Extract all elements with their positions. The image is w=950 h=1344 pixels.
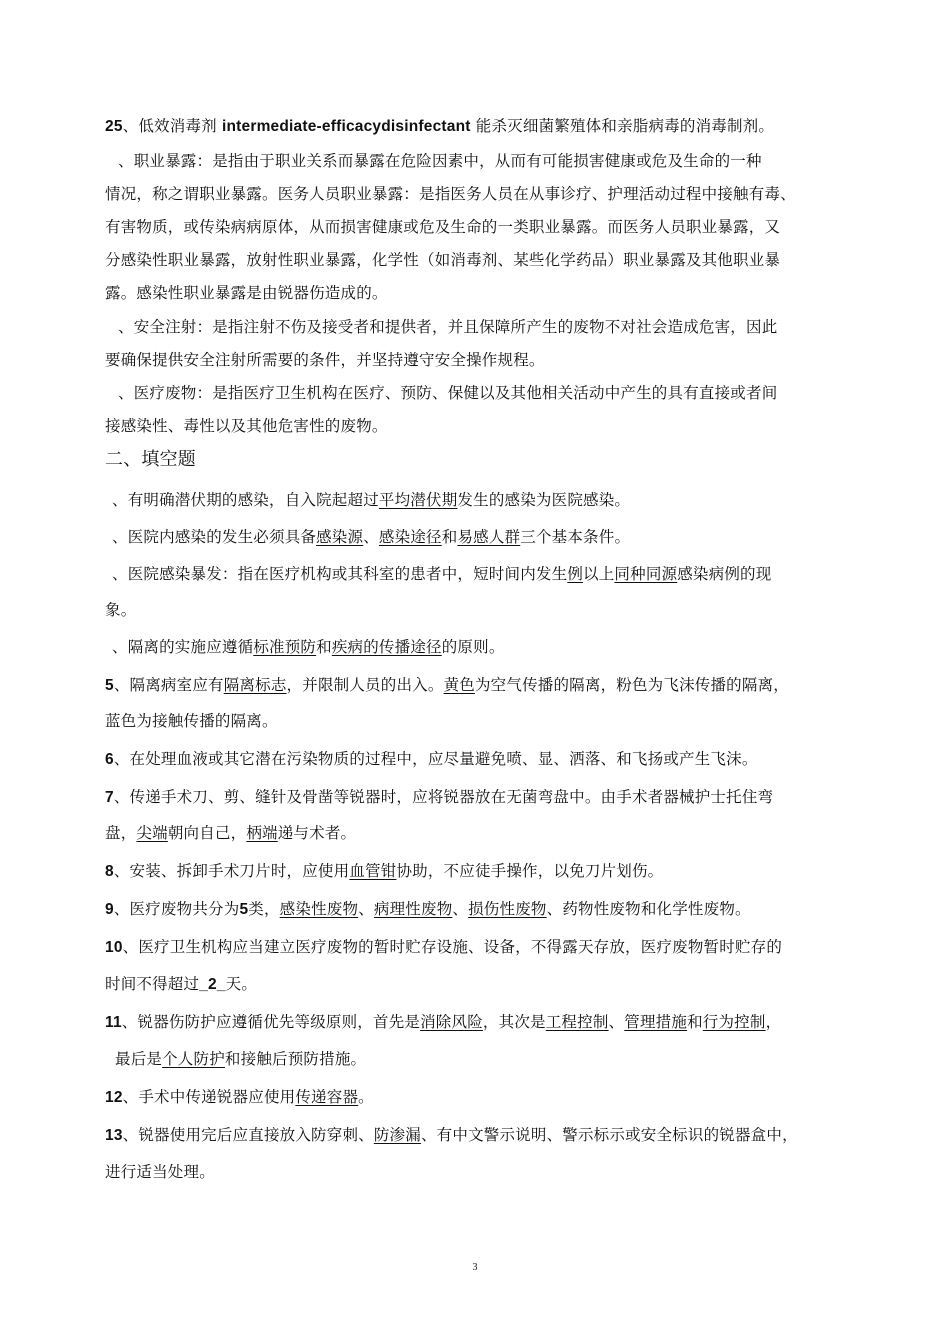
text-line: [105, 937, 782, 958]
bold-text: 5: [105, 677, 114, 694]
text-line: [112, 527, 630, 547]
text-line: [105, 1162, 215, 1182]
bold-text: 8: [105, 863, 114, 880]
text-line: [105, 416, 388, 436]
text-run: 类，: [248, 900, 280, 918]
text-run: 、手术中传递锐器应使用: [122, 1088, 296, 1106]
text-line: [118, 317, 777, 337]
text-run: 、安装、拆卸手术刀片时，应使用: [113, 862, 350, 880]
text-line: [105, 899, 751, 920]
text-line: [105, 116, 774, 137]
text-run: 、有明确潜伏期的感染，自入院起超过: [112, 491, 379, 509]
text-run: 发生的感染为医院感染。: [457, 491, 631, 509]
text-run: 、职业暴露：是指由于职业关系而暴露在危险因素中，从而有可能损害健康或危及生命的一种: [118, 152, 762, 170]
text-line: [105, 823, 356, 843]
text-run: 进行适当处理。: [105, 1163, 215, 1181]
text-line: [105, 711, 278, 731]
text-run: 三个基本条件。: [520, 528, 631, 546]
text-run: 和: [316, 638, 332, 656]
text-run: 象。: [105, 601, 137, 619]
answer-blank: 感染性废物: [279, 900, 359, 918]
text-run: 天。: [225, 975, 258, 993]
text-line: [105, 787, 773, 808]
text-run: 为空气传播的隔离，粉色为飞沫传播的隔离，: [474, 676, 789, 694]
text-run: 、医疗卫生机构应当建立医疗废物的暂时贮存设施、设备，不得露天存放，医疗废物暂时贮存的: [122, 938, 783, 956]
text-run: 。: [358, 1088, 374, 1106]
answer-blank: 感染源: [316, 528, 364, 546]
answer-blank: 同种同源: [614, 565, 678, 583]
text-run: 盘，: [105, 824, 137, 842]
text-run: 有害物质，或传染病病原体，从而损害健康或危及生命的一类职业暴露。而医务人员职业暴露，又: [105, 218, 781, 236]
answer-blank: 工程控制: [545, 1013, 609, 1031]
text-run: 、: [608, 1013, 625, 1031]
text-run: 能杀灭细菌繁殖体和亲脂病毒的消毒制剂。: [470, 117, 775, 135]
bold-text: 12: [105, 1089, 123, 1106]
text-run: 、医院感染暴发：指在医疗机构或其科室的患者中，短时间内发生: [112, 565, 568, 583]
text-line: [105, 250, 780, 270]
text-run: 蓝色为接触传播的隔离。: [105, 712, 278, 730]
bold-text: 7: [105, 789, 114, 806]
text-line: [105, 861, 663, 882]
answer-blank: 行为控制: [702, 1013, 766, 1031]
text-run: ，并限制人员的出入。: [286, 676, 444, 694]
answer-blank: 消除风险: [420, 1013, 483, 1031]
text-run: 、医疗废物共分为: [113, 900, 240, 918]
section-heading: [105, 450, 196, 470]
answer-blank: 隔离标志: [223, 676, 287, 694]
page-number: 3: [472, 1262, 478, 1273]
answer-blank: 血管钳: [349, 862, 397, 880]
text-line: [105, 184, 796, 204]
answer-blank: 病理性废物: [373, 900, 453, 918]
text-line: [112, 564, 771, 584]
bold-text: 5: [239, 901, 249, 918]
bold-text: _2_: [199, 976, 226, 993]
text-line: [105, 675, 789, 696]
bold-text: 10: [105, 939, 123, 956]
answer-blank: 标准预防: [253, 638, 317, 656]
bold-text: 11: [105, 1014, 122, 1031]
text-run: 、医疗废物：是指医疗卫生机构在医疗、预防、保健以及其他相关活动中产生的具有直接或者间: [118, 384, 778, 402]
text-run: 最后是: [115, 1050, 163, 1068]
text-run: 二、填空题: [105, 449, 196, 470]
answer-blank: 防渗漏: [373, 1126, 421, 1144]
answer-blank: 柄端: [246, 824, 278, 842]
bold-text: 13: [105, 1127, 123, 1144]
text-run: 感染病例的现: [677, 565, 772, 583]
text-run: 、隔离的实施应遵循: [112, 638, 254, 656]
answer-blank: 个人防护: [162, 1050, 225, 1068]
text-run: 、有中文警示说明、警示标示或安全标识的锐器盒中，: [420, 1126, 798, 1144]
text-run: 递与术者。: [277, 824, 357, 842]
text-run: ，其次是: [482, 1013, 546, 1031]
text-run: 分感染性职业暴露，放射性职业暴露，化学性（如消毒剂、某些化学药品）职业暴露及其他职业暴: [105, 251, 781, 269]
text-run: 要确保提供安全注射所需要的条件，并坚持遵守安全操作规程。: [105, 351, 545, 369]
text-run: 、传递手术刀、剪、缝针及骨凿等锐器时，应将锐器放在无菌弯盘中。由手术者器械护士托住弯: [113, 788, 774, 806]
answer-blank: 易感人群: [457, 528, 521, 546]
text-line: [105, 1125, 798, 1146]
answer-blank: 尖端: [136, 824, 168, 842]
text-run: 协助，不应徒手操作，以免刀片划伤。: [396, 862, 664, 880]
answer-blank: 例: [567, 565, 584, 583]
answer-blank: 平均潜伏期: [378, 491, 458, 509]
text-run: ，: [765, 1013, 782, 1031]
text-run: 接感染性、毒性以及其他危害性的废物。: [105, 417, 388, 435]
text-run: 、锐器使用完后应直接放入防穿刺、: [122, 1126, 374, 1144]
answer-blank: 损伤性废物: [468, 900, 547, 918]
text-run: 情况，称之谓职业暴露。医务人员职业暴露：是指医务人员在从事诊疗、护理活动过程中接触有毒、: [105, 185, 796, 203]
text-line: [105, 217, 780, 237]
text-run: 和: [441, 528, 458, 546]
bold-text: 6: [105, 751, 114, 768]
text-line: [105, 1087, 374, 1108]
text-run: 、隔离病室应有: [113, 676, 224, 694]
text-run: 、在处理血液或其它潜在污染物质的过程中，应尽量避免喷、显、洒落、和飞扬或产生飞沫。: [113, 750, 758, 768]
text-line: [118, 151, 762, 171]
answer-blank: 感染途径: [378, 528, 442, 546]
answer-blank: 黄色: [443, 676, 475, 694]
text-line: [105, 283, 388, 303]
text-run: 以上: [583, 565, 615, 583]
answer-blank: 传递容器: [295, 1088, 359, 1106]
answer-blank: 管理措施: [624, 1013, 688, 1031]
text-run: 、药物性废物和化学性废物。: [546, 900, 751, 918]
bold-text: 25: [105, 118, 123, 135]
text-run: 和: [687, 1013, 703, 1031]
text-line: [115, 1049, 366, 1069]
text-run: 、低效消毒剂: [122, 117, 222, 135]
text-run: 、医院内感染的发生必须具备: [112, 528, 317, 546]
text-line: [105, 1012, 781, 1033]
text-line: [118, 383, 777, 403]
text-run: 、: [452, 900, 469, 918]
text-line: [112, 637, 505, 657]
text-run: 露。感染性职业暴露是由锐器伤造成的。: [105, 284, 388, 302]
bold-text: intermediate-efficacydisinfectant: [221, 118, 471, 135]
text-run: 、安全注射：是指注射不伤及接受者和提供者，并且保障所产生的废物不对社会造成危害，因此: [118, 318, 778, 336]
bold-text: 9: [105, 901, 114, 918]
text-line: [105, 749, 758, 770]
text-line: [112, 490, 630, 510]
text-line: [105, 350, 545, 370]
text-run: 、: [358, 900, 374, 918]
text-run: 、: [363, 528, 379, 546]
text-run: 、锐器伤防护应遵循优先等级原则，首先是: [121, 1013, 421, 1031]
text-run: 朝向自己，: [167, 824, 247, 842]
text-run: 时间不得超过: [105, 975, 200, 993]
text-run: 和接触后预防措施。: [224, 1050, 367, 1068]
text-run: 的原则。: [441, 638, 505, 656]
answer-blank: 疾病的传播途径: [331, 638, 442, 656]
text-line: [105, 974, 257, 995]
text-line: [105, 600, 136, 620]
